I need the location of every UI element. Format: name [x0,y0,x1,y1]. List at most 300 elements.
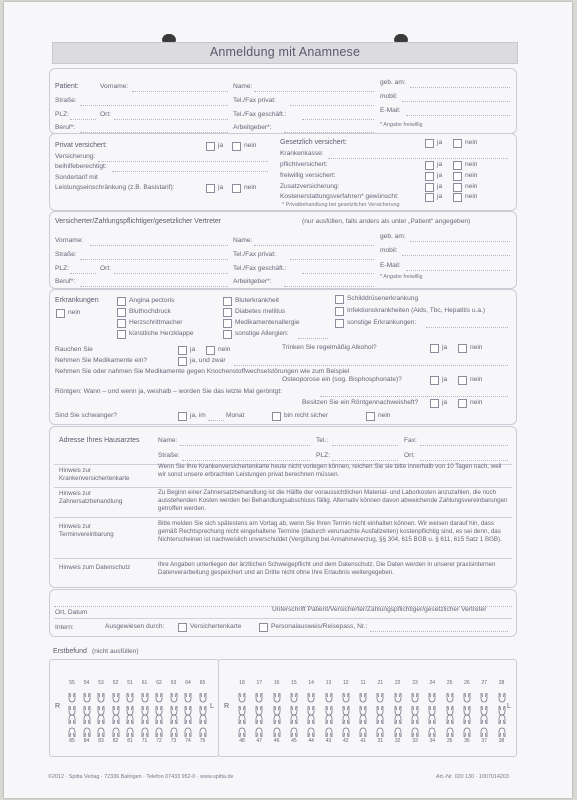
condition-label: sonstige Allergien: [235,330,289,337]
label-vorname: Vorname: [100,83,129,90]
label-ja: ja [437,139,443,146]
tooth-icon[interactable] [289,712,299,723]
tooth-icon[interactable] [272,712,282,723]
label-beruf: Beruf*: [55,124,76,131]
tooth-number: 26 [464,680,470,686]
label-rauchen: Rauchen Sie [55,346,93,353]
label-ausgewiesen: Ausgewiesen durch: [105,623,165,630]
left-marker: L [507,703,511,710]
vorname-field[interactable] [132,91,228,92]
punch-hole [162,34,176,42]
tooth-icon[interactable] [479,690,489,701]
insured-tel-geschaeft-field[interactable] [302,273,374,274]
tooth-icon[interactable] [462,712,472,723]
label-email: E-Mail: [380,262,401,269]
label-fax: Fax: [404,437,417,444]
tooth-number: 54 [83,680,90,686]
tooth-icon[interactable] [410,725,420,736]
label-bisphosphonate: Osteoporose ein (sog. Bisphosphonate)? [282,376,402,383]
tooth-icon[interactable] [289,725,299,736]
schwanger-nein-checkbox[interactable] [366,412,375,421]
insured-plz-field[interactable] [70,273,96,274]
label-nicht-sicher: bin nicht sicher [284,412,328,419]
insured-strasse-field[interactable] [80,259,228,260]
label-versichertenkarte: Versichertenkarte [190,623,242,630]
insured-name-field[interactable] [254,245,374,246]
label-tel-privat: Tel./Fax privat: [233,251,276,258]
tooth-icon[interactable] [82,725,92,736]
tooth-icon[interactable] [125,725,135,736]
tooth-icon[interactable] [67,712,77,723]
tooth-number: 53 [98,680,104,686]
label-geb: geb. am: [380,79,406,86]
insured-geb-field[interactable] [410,241,510,242]
tooth-icon[interactable] [183,725,193,736]
divider [54,618,512,619]
doctor-ort-field[interactable] [420,460,508,461]
tooth-icon[interactable] [462,690,472,701]
label-name: Name: [158,437,178,444]
tooth-number: 75 [199,738,206,744]
knochen-ja-checkbox[interactable] [430,376,439,385]
insured-tel-privat-field[interactable] [290,259,374,260]
label-alkohol: Trinken Sie regelmäßig Alkohol? [282,344,377,351]
tooth-number: 72 [156,738,162,744]
label-name: Name: [233,237,253,244]
condition-checkbox[interactable] [335,295,344,304]
leistung-ja-checkbox[interactable] [206,184,215,193]
label-arbeitgeber: Arbeitgeber*: [233,278,272,285]
kosten-ja-checkbox[interactable] [425,193,434,202]
doctor-strasse-field[interactable] [182,460,310,461]
tooth-icon[interactable] [393,725,403,736]
tooth-icon[interactable] [341,690,351,701]
ort-field[interactable] [114,119,228,120]
tooth-icon[interactable] [410,690,420,701]
tooth-icon[interactable] [183,712,193,723]
tooth-icon[interactable] [341,712,351,723]
freiwillig-note: * Angabe freiwillig [380,274,423,280]
notice-title: Hinweis zur Terminvereinbarung [59,523,114,538]
tooth-icon[interactable] [254,725,264,736]
left-marker: L [210,703,214,710]
label-tel-privat: Tel./Fax privat: [233,97,276,104]
label-pflicht: pflichtversichert: [280,161,328,168]
tooth-icon[interactable] [358,690,368,701]
tooth-number: 64 [185,680,191,686]
tooth-number: 12 [343,680,349,686]
tooth-icon[interactable] [140,725,150,736]
tooth-icon[interactable] [410,712,420,723]
form-title: Anmeldung mit Anamnese [209,45,361,59]
insured-vorname-field[interactable] [90,245,228,246]
tooth-icon[interactable] [427,712,437,723]
tooth-icon[interactable] [169,725,179,736]
tooth-number: 74 [185,738,191,744]
tooth-icon[interactable] [237,690,247,701]
label-ort: Ort: [100,111,111,118]
ausweis-checkbox[interactable] [259,623,268,632]
freiwillig-ja-checkbox[interactable] [425,172,434,181]
condition-label: Bluthochdruck [129,308,171,315]
tooth-icon[interactable] [497,712,507,723]
tooth-icon[interactable] [497,725,507,736]
tooth-number: 41 [360,738,366,744]
monat-field[interactable] [208,420,224,421]
tooth-number: 44 [308,738,314,744]
kosten-note: * Privatbehandlung bei gesetzlicher Versicherung [282,202,400,208]
label-ja-und-zwar: ja, und zwar [190,357,226,364]
kosten-nein-checkbox[interactable] [453,193,462,202]
tooth-number: 83 [98,738,104,744]
tooth-icon[interactable] [462,725,472,736]
doctor-name-field[interactable] [180,445,310,446]
label-nein: nein [378,412,391,419]
insured-heading: Versicherter/Zahlungspflichtiger/gesetzlicher Vertreter [55,218,222,225]
tooth-number: 11 [360,680,366,686]
label-tel-geschaeft: Tel./Fax geschäft.: [233,265,287,272]
other-conditions-field[interactable] [426,327,508,328]
condition-checkbox[interactable] [223,330,232,339]
versicherung-field[interactable] [98,161,268,162]
insured-section [49,211,517,289]
label-versicherung: Versicherung: [55,153,96,160]
label-strasse: Straße: [158,452,180,459]
footer-publisher: ©2012 · Spitta Verlag · 72336 Balingen · Telefon 07433 952-0 · www.spitta.de [48,774,234,780]
tooth-icon[interactable] [358,725,368,736]
condition-checkbox[interactable] [117,319,126,328]
tooth-icon[interactable] [254,712,264,723]
tooth-icon[interactable] [198,712,208,723]
dental-heading: Erstbefund [53,648,87,655]
beihilfe-field[interactable] [112,171,268,172]
condition-label: Bluterkrankheit [235,297,279,304]
label-nein: nein [465,139,478,146]
tooth-icon[interactable] [341,725,351,736]
privat-nein-checkbox[interactable] [232,142,241,151]
condition-label: Schilddrüsenerkrankung [347,295,419,302]
alkohol-nein-checkbox[interactable] [458,344,467,353]
label-ja: ja [218,142,224,149]
notice-text: Ihre Angaben unterliegen der ärztlichen Schweigepflicht und dem Datenschutz. Die Daten werden in unserer praxisinternen Datenverarbeitung gespeichert und an Dritte nicht ohne Ihre Erlaubnis weitergegeben. [158,561,496,576]
condition-checkbox[interactable] [335,307,344,316]
patient-section [49,68,517,134]
patient-label: Patient: [55,83,79,90]
tooth-icon[interactable] [497,690,507,701]
tooth-icon[interactable] [154,712,164,723]
schwanger-ja-checkbox[interactable] [178,412,187,421]
label-ja: ja [437,172,443,179]
label-freiwillig-versichert: freiwillig versichert: [280,172,336,179]
signature-section [49,589,517,637]
tooth-number: 16 [273,680,280,686]
tooth-icon[interactable] [198,690,208,701]
conditions-nein-checkbox[interactable] [56,309,65,318]
label-ja: ja [218,184,224,191]
insured-ort-field[interactable] [114,273,228,274]
tooth-number: 17 [256,680,263,686]
tel-geschaeft-field[interactable] [302,119,374,120]
tooth-number: 21 [377,680,384,686]
tooth-icon[interactable] [237,712,247,723]
condition-label: künstliche Herzklappe [129,330,194,337]
tooth-icon[interactable] [445,690,455,701]
label-vorname: Vorname: [55,237,84,244]
tooth-number: 23 [412,680,418,686]
gesetzlich-nein-checkbox[interactable] [453,139,462,148]
tooth-icon[interactable] [140,690,150,701]
tooth-number: 13 [325,680,332,686]
tooth-icon[interactable] [427,725,437,736]
zusatz-ja-checkbox[interactable] [425,183,434,192]
footer-article-number: Art.-Nr. 020 130 · 1007014203 [436,774,509,780]
tooth-number: 61 [141,680,148,686]
doctor-tel-field[interactable] [332,445,398,446]
tooth-icon[interactable] [111,690,121,701]
rauchen-nein-checkbox[interactable] [206,346,215,355]
name-field[interactable] [254,91,374,92]
tooth-icon[interactable] [82,690,92,701]
tooth-number: 84 [83,738,90,744]
rauchen-ja-checkbox[interactable] [178,346,187,355]
tooth-number: 52 [112,680,119,686]
label-unterschrift: Unterschrift Patient/Versicherter/Zahlungspflichtiger/gesetzlicher Vertreter [272,606,487,613]
tooth-icon[interactable] [125,712,135,723]
notice-title: Hinweis zur Krankenversichertenkarte [59,467,130,482]
tooth-icon[interactable] [375,690,385,701]
label-name: Name: [233,83,253,90]
label-strasse: Straße: [55,251,77,258]
condition-checkbox[interactable] [117,297,126,306]
condition-label: sonstige Erkrankungen: [347,319,417,326]
label-tel-geschaeft: Tel./Fax geschäft.: [233,111,287,118]
label-ort: Ort: [404,452,415,459]
tooth-icon[interactable] [479,712,489,723]
freiwillig-nein-checkbox[interactable] [453,172,462,181]
roentgen-field[interactable] [320,396,508,397]
label-ja: ja [190,346,196,353]
tooth-icon[interactable] [237,725,247,736]
tooth-icon[interactable] [96,712,106,723]
tooth-icon[interactable] [306,712,316,723]
medikamente-ja-checkbox[interactable] [178,357,187,366]
tooth-number: 24 [429,680,436,686]
pflicht-ja-checkbox[interactable] [425,161,434,170]
tooth-number: 22 [394,680,401,686]
condition-label: Herzschrittmacher [129,319,183,326]
tooth-icon[interactable] [198,725,208,736]
tooth-number: 18 [239,680,245,686]
medikamente-field[interactable] [234,365,508,366]
tooth-icon[interactable] [479,725,489,736]
condition-checkbox[interactable] [223,297,232,306]
label-ja: ja [437,161,443,168]
pflicht-nein-checkbox[interactable] [453,161,462,170]
tooth-icon[interactable] [254,690,264,701]
tooth-number: 82 [112,738,119,744]
label-medikamente: Nehmen Sie Medikamente ein? [55,357,147,364]
insurance-section [49,133,517,211]
tooth-icon[interactable] [96,690,106,701]
doctor-notices-section [49,426,517,588]
notice-text: Bitte melden Sie sich spätestens am Vortag ab, wenn Sie Ihren Termin nicht einhalten können. Wir weisen darauf hin, dass gemäß Rechtsprechung nicht eingehaltene Termine (dadurch verursachte Ausfallzeiten) kostenpflichtig sind, es sei denn, das Nichterscheinen ist nachweislich unverschuldet (Vergütung bei Annahmeverzug, §§ 304, 615 BGB u. § 611, 615 Satz 1 BGB). [158,520,502,543]
roentgenpass-nein-checkbox[interactable] [458,399,467,408]
notice-title: Hinweis zur Zahnersatzbehandlung [59,490,123,505]
label-ja: ja [437,183,443,190]
tooth-icon[interactable] [125,690,135,701]
gesetzlich-ja-checkbox[interactable] [425,139,434,148]
condition-label: Infektionskrankheiten (Aids, Tbc, Hepatitis u.a.) [347,307,486,314]
tooth-number: 36 [464,738,470,744]
label-nein: nein [465,193,478,200]
label-krankenkasse: Krankenkasse: [280,150,324,157]
label-ja: ja [437,193,443,200]
notice-text: Zu Beginn einer Zahnersatzbehandlung ist die Hälfte der voraussichtlichen Material- und Laborkosten anzuzahlen, die noch ausstehenden Kosten werden bei Behandlungsabschluss fällig. Alternativ können davon abweichende Zahlungsvereinbarungen getroffen werden. [158,489,508,512]
label-privat-versichert: Privat versichert: [55,142,108,149]
allergies-field[interactable] [298,338,328,339]
tooth-icon[interactable] [272,690,282,701]
label-beihilfe: beihilfeberechtigt: [55,163,107,170]
label-nein: nein [244,184,257,191]
label-mobil: mobil: [380,93,398,100]
right-marker: R [224,703,230,710]
tooth-icon[interactable] [67,690,77,701]
alkohol-ja-checkbox[interactable] [430,344,439,353]
label-plz: PLZ: [316,452,330,459]
dental-note: (nicht ausfüllen) [92,648,139,655]
tooth-number: 38 [498,738,505,744]
tooth-number: 31 [377,738,384,744]
tooth-icon[interactable] [183,690,193,701]
condition-label: Diabetes mellitus [235,308,286,315]
tooth-number: 15 [291,680,297,686]
condition-checkbox[interactable] [223,319,232,328]
label-plz: PLZ: [55,111,69,118]
doctor-fax-field[interactable] [420,445,508,446]
tooth-icon[interactable] [306,725,316,736]
label-roentgenpass: Besitzen Sie ein Röntgennachweisheft? [302,399,419,406]
tooth-icon[interactable] [67,725,77,736]
notice-title: Hinweis zum Datenschutz [59,564,131,571]
anamnesis-section [49,289,517,425]
tooth-number: 42 [343,738,349,744]
label-knochen: Nehmen Sie oder nahmen Sie Medikamente gegen Knochenstoffwechselstörungen wie zum Beispiel [55,368,350,375]
punch-hole [394,34,408,42]
divider [54,558,512,559]
label-nein: nein [68,309,81,316]
knochen-nein-checkbox[interactable] [458,376,467,385]
label-sondertarif: Sondertarif mit [55,174,98,181]
tooth-number: 14 [308,680,314,686]
tooth-icon[interactable] [324,690,334,701]
geb-field[interactable] [410,87,510,88]
versichertenkarte-checkbox[interactable] [178,623,187,632]
zusatz-nein-checkbox[interactable] [453,183,462,192]
insured-email-field[interactable] [406,270,510,271]
tooth-icon[interactable] [272,725,282,736]
condition-checkbox[interactable] [223,308,232,317]
tooth-number: 34 [429,738,436,744]
condition-checkbox[interactable] [335,319,344,328]
label-nein: nein [465,183,478,190]
tooth-icon[interactable] [154,690,164,701]
tooth-number: 62 [156,680,162,686]
label-zusatz: Zusatzversicherung: [280,183,340,190]
tooth-icon[interactable] [111,725,121,736]
label-ort-datum: Ort, Datum [55,609,88,616]
tooth-icon[interactable] [82,712,92,723]
tooth-icon[interactable] [140,712,150,723]
label-nein: nein [470,344,483,351]
tooth-icon[interactable] [154,725,164,736]
privat-ja-checkbox[interactable] [206,142,215,151]
insured-arbeitgeber-field[interactable] [284,286,374,287]
tooth-icon[interactable] [96,725,106,736]
schwanger-nicht-sicher-checkbox[interactable] [272,412,281,421]
label-mobil: mobil: [380,247,398,254]
tooth-number: 85 [69,738,75,744]
condition-label: Medikamentenallergie [235,319,300,326]
insured-mobil-field[interactable] [402,255,510,256]
tooth-icon[interactable] [427,690,437,701]
tel-privat-field[interactable] [290,105,374,106]
condition-checkbox[interactable] [117,330,126,339]
tooth-icon[interactable] [289,690,299,701]
tooth-icon[interactable] [375,725,385,736]
tooth-number: 63 [170,680,177,686]
condition-checkbox[interactable] [117,308,126,317]
label-leistung: Leistungseinschränkung (z.B. Basistarif): [55,184,175,191]
tooth-icon[interactable] [375,712,385,723]
leistung-nein-checkbox[interactable] [232,184,241,193]
freiwillig-note: * Angabe freiwillig [380,122,423,128]
label-ja: ja [442,399,448,406]
tooth-number: 45 [291,738,297,744]
tooth-icon[interactable] [445,712,455,723]
label-ausweis: Personalausweis/Reisepass, Nr.: [271,623,368,630]
label-ja: ja [442,376,448,383]
tooth-icon[interactable] [324,712,334,723]
krankenkasse-field[interactable] [328,158,508,159]
insured-beruf-field[interactable] [80,286,228,287]
label-tel: Tel.: [316,437,329,444]
conditions-label: Erkrankungen [55,297,99,304]
label-beruf: Beruf*: [55,278,76,285]
roentgenpass-ja-checkbox[interactable] [430,399,439,408]
plz-field[interactable] [70,119,96,120]
doctor-plz-field[interactable] [332,460,398,461]
tooth-icon[interactable] [306,690,316,701]
tooth-icon[interactable] [111,712,121,723]
email-field[interactable] [406,115,510,116]
tooth-icon[interactable] [324,725,334,736]
tooth-icon[interactable] [169,690,179,701]
ausweis-nr-field[interactable] [370,631,508,632]
tooth-icon[interactable] [358,712,368,723]
label-nein: nein [218,346,231,353]
label-ort: Ort: [100,265,111,272]
tooth-icon[interactable] [393,712,403,723]
tooth-number: 47 [256,738,263,744]
label-monat: Monat [226,412,245,419]
tooth-icon[interactable] [445,725,455,736]
tooth-icon[interactable] [393,690,403,701]
tooth-number: 35 [446,738,453,744]
mobil-field[interactable] [402,101,510,102]
tooth-icon[interactable] [169,712,179,723]
strasse-field[interactable] [80,105,228,106]
tooth-number: 28 [498,680,505,686]
